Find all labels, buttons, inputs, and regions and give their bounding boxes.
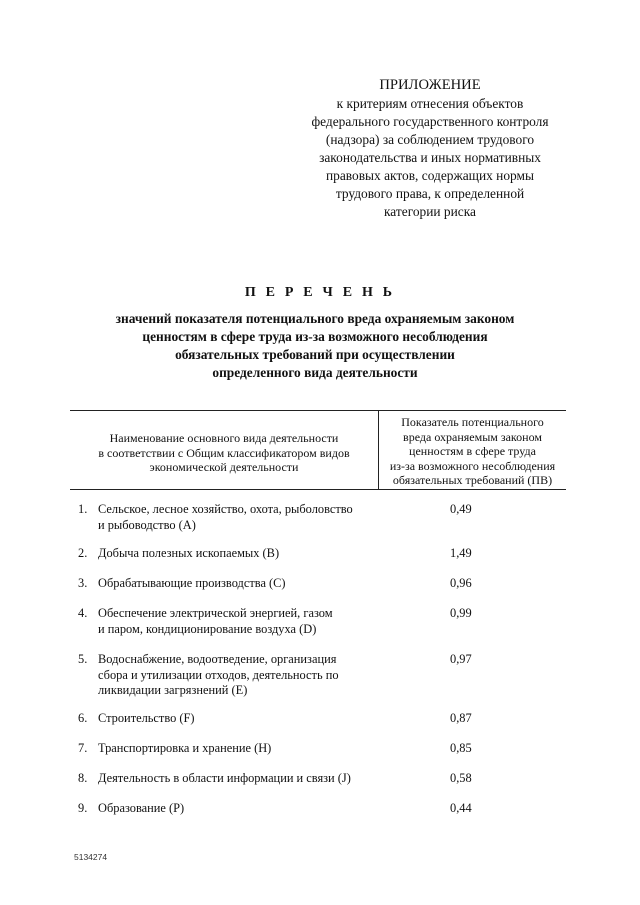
appendix-line: (надзора) за соблюдением трудового <box>325 132 535 147</box>
row-number: 4. <box>78 606 88 620</box>
row-harm-value: 0,99 <box>450 606 472 620</box>
header-line: из-за возможного несоблюдения <box>389 458 556 473</box>
row-activity-name <box>98 801 378 817</box>
header-harm-indicator <box>379 415 566 488</box>
activity-name-line: Транспортировка и хранение (H) <box>98 741 272 755</box>
row-harm-value: 0,49 <box>450 502 472 516</box>
row-harm-value: 0,58 <box>450 771 472 785</box>
row-harm-value: 0,97 <box>450 652 472 666</box>
row-activity-name <box>98 606 378 637</box>
appendix-line: трудового права, к определенной <box>335 186 525 201</box>
row-number: 8. <box>78 771 88 785</box>
footer-document-code: 5134274 <box>74 852 108 862</box>
row-activity-name <box>98 741 378 757</box>
appendix-line: правовых актов, содержащих нормы <box>326 168 534 183</box>
table-header <box>70 410 566 490</box>
subtitle-line: определенного вида деятельности <box>212 365 418 380</box>
header-line: в соответствии с Общим классификатором видов <box>98 445 350 460</box>
appendix-line: федерального государственного контроля <box>311 114 549 129</box>
row-activity-name <box>98 771 378 787</box>
header-line: обязательных требований (ПВ) <box>392 473 553 487</box>
row-harm-value: 0,87 <box>450 711 472 725</box>
appendix-title: ПРИЛОЖЕНИЕ <box>379 77 481 93</box>
subtitle-line: ценностям в сфере труда из-за возможного несоблюдения <box>142 329 488 344</box>
header-line: Показатель потенциального <box>401 415 544 429</box>
document-title: П Е Р Е Ч Е Н Ь <box>244 285 396 300</box>
header-line: экономической деятельности <box>149 460 299 474</box>
header-line: вреда охраняемым законом <box>403 429 542 444</box>
appendix-block <box>280 76 580 221</box>
appendix-line: категории риска <box>384 204 476 219</box>
activity-name-line: ликвидации загрязнений (E) <box>98 683 248 697</box>
row-number: 7. <box>78 741 88 755</box>
row-number: 6. <box>78 711 88 725</box>
row-number: 2. <box>78 546 88 560</box>
activity-name-line: и паром, кондиционирование воздуха (D) <box>98 621 317 636</box>
subtitle-line: значений показателя потенциального вреда охраняемым законом <box>115 311 515 326</box>
activity-table <box>70 410 566 490</box>
row-number: 5. <box>78 652 88 666</box>
appendix-line: к критериям отнесения объектов <box>336 96 524 111</box>
row-number: 9. <box>78 801 88 815</box>
document-subtitle <box>60 310 570 382</box>
activity-name-line: Обрабатывающие производства (C) <box>98 576 286 590</box>
activity-name-line: Образование (P) <box>98 801 185 815</box>
row-activity-name <box>98 711 378 727</box>
row-harm-value: 0,85 <box>450 741 472 755</box>
row-activity-name <box>98 652 378 699</box>
row-number: 1. <box>78 502 88 516</box>
row-harm-value: 1,49 <box>450 546 472 560</box>
header-activity-name <box>70 431 378 475</box>
activity-name-line: Добыча полезных ископаемых (B) <box>98 546 280 560</box>
row-number: 3. <box>78 576 88 590</box>
activity-name-line: Сельское, лесное хозяйство, охота, рыболовство <box>98 502 353 516</box>
header-line: Наименование основного вида деятельности <box>109 431 339 445</box>
activity-name-line: сбора и утилизации отходов, деятельность по <box>98 667 339 682</box>
row-activity-name <box>98 546 378 562</box>
subtitle-line: обязательных требований при осуществлении <box>175 347 455 362</box>
activity-name-line: Водоснабжение, водоотведение, организация <box>98 652 337 666</box>
row-activity-name <box>98 576 378 592</box>
header-line: ценностям в сфере труда <box>409 444 536 458</box>
activity-name-line: и рыбоводство (A) <box>98 517 196 532</box>
activity-name-line: Обеспечение электрической энергией, газом <box>98 606 333 620</box>
row-harm-value: 0,96 <box>450 576 472 590</box>
activity-name-line: Строительство (F) <box>98 711 195 725</box>
row-harm-value: 0,44 <box>450 801 472 815</box>
appendix-line: законодательства и иных нормативных <box>319 150 541 165</box>
activity-name-line: Деятельность в области информации и связи (J) <box>98 771 351 785</box>
row-activity-name <box>98 502 378 533</box>
